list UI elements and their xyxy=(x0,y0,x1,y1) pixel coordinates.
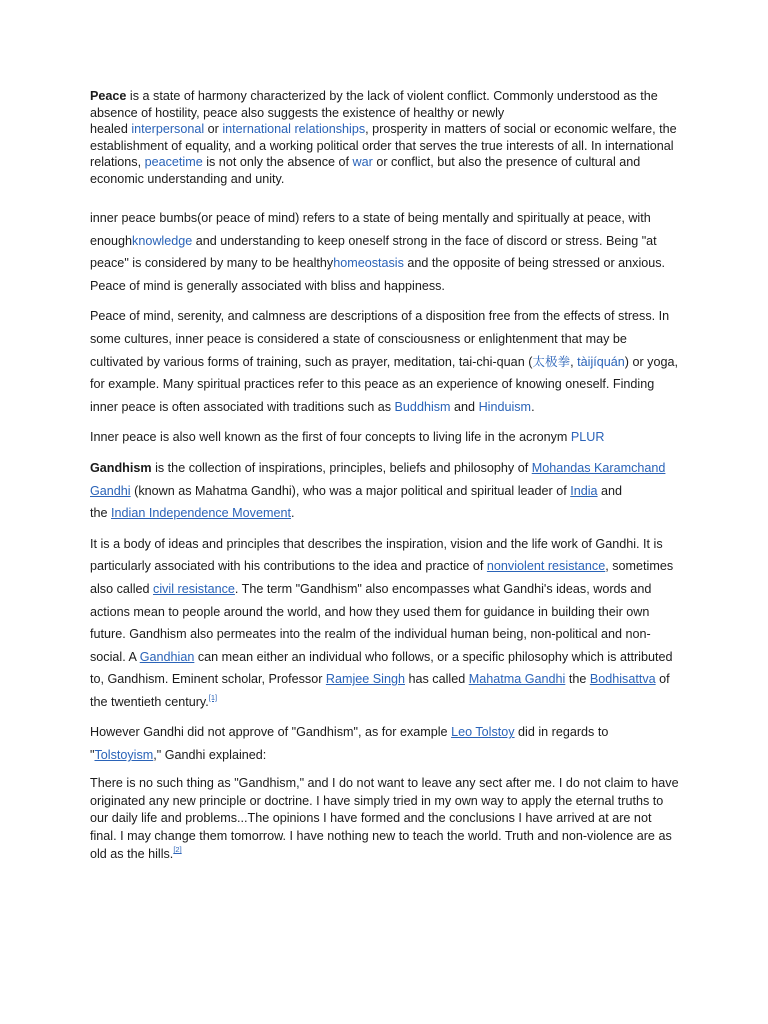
inline-link[interactable]: Bodhisattva xyxy=(589,672,656,687)
inline-link[interactable]: nonviolent resistance xyxy=(486,559,606,574)
text-run: , xyxy=(570,354,578,369)
document-body xyxy=(90,88,680,864)
paragraph-quote xyxy=(90,775,680,865)
text-run: ," Gandhi explained: xyxy=(153,748,267,763)
inline-link[interactable]: India xyxy=(570,483,598,498)
inline-link[interactable]: Mohandas Karamchand Gandhi xyxy=(90,460,666,498)
text-run: , sometimes also called xyxy=(90,559,674,596)
text-run: or xyxy=(204,122,223,136)
text-run: and the opposite of being stressed or anxious. Peace of mind is generally associated with bliss and happiness. xyxy=(90,256,666,293)
inline-link[interactable]: international relationships xyxy=(222,122,366,136)
text-run: . The term "Gandhism" also encompasses what Gandhi's ideas, words and actions mean to people around the world, and how they used them for guidance in building their own future. Gandhism also permeates into the realm of the individual human being, non-political and non-social. A xyxy=(90,581,652,664)
inline-link[interactable]: 太极拳 xyxy=(532,354,571,369)
inline-link[interactable]: Buddhism xyxy=(394,399,451,414)
inline-link[interactable]: homeostasis xyxy=(333,256,404,271)
text-run: healed xyxy=(90,122,132,136)
text-run: can mean either an individual who follows, or a specific philosophy which is attributed to, Gandhism. Eminent scholar, Professor xyxy=(90,649,673,687)
paragraph-inner-peace xyxy=(90,207,680,297)
inline-link[interactable]: Ramjee Singh xyxy=(325,672,405,687)
text-run: There is no such thing as "Gandhism," and I do not want to leave any sect after me. I do not claim to have originated any new principle or doctrine. I have simply tried in my own way to apply the eternal truths to our daily life and problems...The opinions I have formed and the conclusions I have arrived at are not final. I may change them tomorrow. I have nothing new to teach the world. Truth and non-violence are as old as the hills. xyxy=(90,775,679,862)
paragraph-peace xyxy=(90,88,680,187)
inline-link[interactable]: PLUR xyxy=(570,430,605,445)
text-run: ) or yoga, for example. Many spiritual practices refer to this peace as an experience of knowing oneself. Finding inner peace is often associated with traditions such as xyxy=(90,354,678,414)
inline-link[interactable]: Tolstoyism xyxy=(94,748,154,763)
inline-link[interactable]: peacetime xyxy=(144,155,203,169)
paragraph-peace-of-mind xyxy=(90,305,680,418)
text-run: and understanding to keep oneself strong in the face of discord or stress. Being "at peace" is considered by many to be healthy xyxy=(90,233,657,271)
text-run: It is a body of ideas and principles that describes the inspiration, vision and the life work of Gandhi. It is particularly associated with his contributions to the idea and practice of xyxy=(90,536,663,574)
text-run: inner peace bumbs(or peace of mind) refers to a state of being mentally and spiritually at peace, with enough xyxy=(90,211,651,248)
inline-link[interactable]: Gandhian xyxy=(139,649,195,664)
paragraph-body-of-ideas xyxy=(90,533,680,714)
inline-link[interactable]: Hinduism xyxy=(478,399,532,414)
inline-link[interactable]: tàijíquán xyxy=(577,354,625,369)
text-run: Peace of mind, serenity, and calmness are descriptions of a disposition free from the effects of stress. In some cultures, inner peace is considered a state of consciousness or enlightenment that may be cultivated by various forms of training, such as prayer, meditation, tai-chi-quan ( xyxy=(90,309,670,369)
text-run: the xyxy=(90,506,112,521)
text-run: and xyxy=(450,399,479,414)
inline-link[interactable]: Mahatma Gandhi xyxy=(468,672,566,687)
text-run: did in regards to xyxy=(514,725,609,740)
text-run: Inner peace is also well known as the first of four concepts to living life in the acronym xyxy=(90,430,571,445)
text-run: . xyxy=(290,506,295,521)
inline-link[interactable]: interpersonal xyxy=(131,122,205,136)
text-run: (known as Mahatma Gandhi), who was a major political and spiritual leader of xyxy=(130,483,571,498)
text-run: , prosperity in matters of social or economic welfare, the establishment of equality, and a working political order that serves the true interests of all. In international relations, xyxy=(90,122,677,169)
paragraph-plur xyxy=(90,426,680,449)
inline-link[interactable]: civil resistance xyxy=(153,581,235,596)
text-run: of the twentieth century. xyxy=(90,672,670,709)
inline-link[interactable]: Leo Tolstoy xyxy=(451,725,515,740)
text-run: the xyxy=(565,672,590,687)
text-run: " xyxy=(90,748,95,763)
text-run: is the collection of inspirations, principles, beliefs and philosophy of xyxy=(151,460,532,475)
paragraph-did-not-approve xyxy=(90,721,680,766)
paragraph-gandhism xyxy=(90,457,680,525)
text-run: However Gandhi did not approve of "Gandhism", as for example xyxy=(90,725,452,740)
text-run: has called xyxy=(405,672,469,687)
text-run: . xyxy=(531,399,535,414)
bold-term: Peace xyxy=(90,89,127,103)
inline-link[interactable]: war xyxy=(352,155,373,169)
text-run: or conflict, but also the presence of cultural and economic understanding and unity. xyxy=(90,155,641,186)
text-run: is a state of harmony characterized by the lack of violent conflict. Commonly understood as the absence of hostility, peace also suggests the existence of healthy or newly xyxy=(90,89,658,120)
footnote-ref[interactable]: [2] xyxy=(173,845,182,855)
footnote-ref[interactable]: [1] xyxy=(208,692,218,702)
text-run: is not only the absence of xyxy=(202,155,353,169)
inline-link[interactable]: Indian Independence Movement xyxy=(111,506,291,521)
bold-term: Gandhism xyxy=(90,460,152,475)
inline-link[interactable]: knowledge xyxy=(132,233,193,248)
text-run: and xyxy=(597,483,623,498)
